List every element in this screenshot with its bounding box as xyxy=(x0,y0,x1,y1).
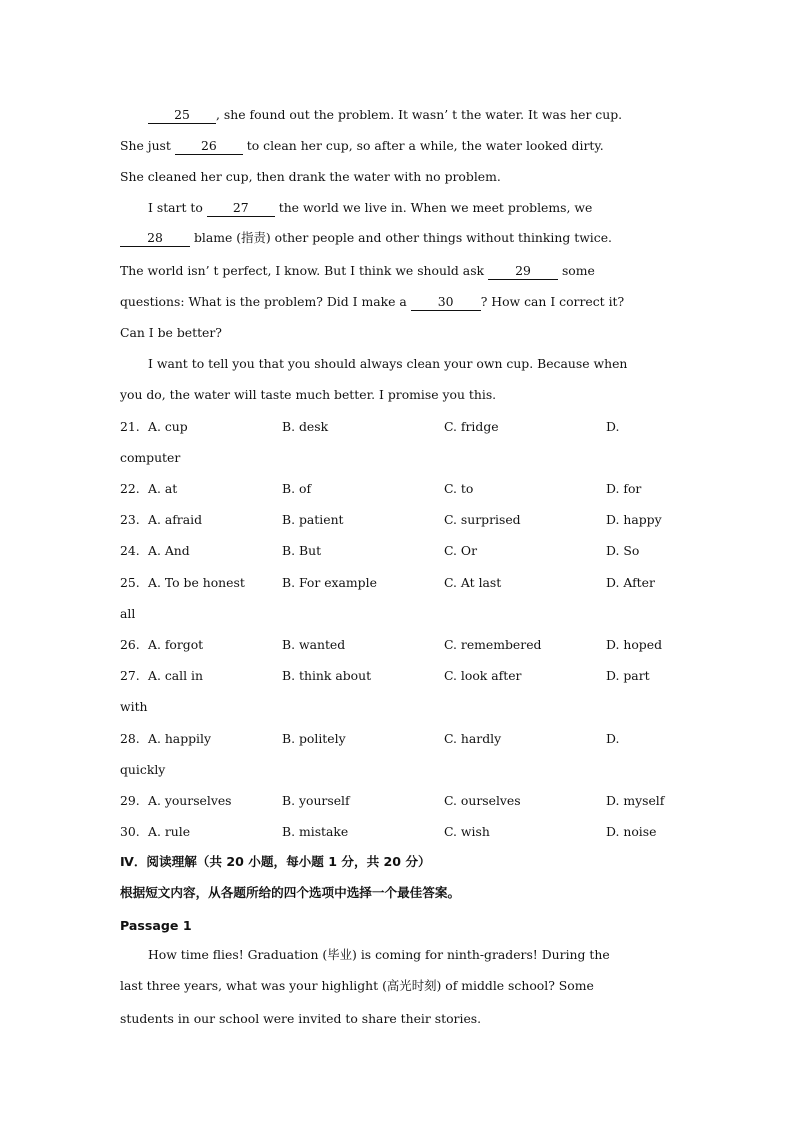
option-b: B. But xyxy=(282,543,322,558)
option-c: C. surprised xyxy=(444,512,521,527)
question-number: 26. xyxy=(120,637,140,652)
passage1-line: last three years, what was your highlight (高光时刻) of middle school? Some xyxy=(120,978,594,993)
option-d-continued: quickly xyxy=(120,762,166,777)
option-a: A. yourselves xyxy=(148,793,232,808)
passage-line: 25 , she found out the problem. It wasn’ t the water. It was her cup. xyxy=(148,107,622,124)
passage-line: questions: What is the problem? Did I make a 30 ? How can I correct it? xyxy=(120,294,625,309)
option-d: D. xyxy=(606,731,620,746)
option-d-continued: computer xyxy=(120,450,181,465)
passage-line: She just 26 to clean her cup, so after a while, the water looked dirty. xyxy=(120,138,604,153)
question-number: 30. xyxy=(120,824,140,839)
option-b: B. think about xyxy=(282,668,372,683)
question-number: 24. xyxy=(120,543,140,558)
blank-28: 28 xyxy=(120,230,190,247)
option-b: B. patient xyxy=(282,512,344,527)
option-d: D. hoped xyxy=(606,637,663,652)
passage-line: The world isn’ t perfect, I know. But I think we should ask 29 some xyxy=(120,263,595,278)
option-a: A. cup xyxy=(148,419,188,434)
question-number: 27. xyxy=(120,668,140,683)
passage-line: She cleaned her cup, then drank the water with no problem. xyxy=(120,169,501,184)
option-c: C. hardly xyxy=(444,731,502,746)
blank-29: 29 xyxy=(488,263,558,280)
option-a: A. To be honest xyxy=(148,575,245,590)
passage-line: Can I be better? xyxy=(120,325,222,340)
option-d: D. So xyxy=(606,543,640,558)
option-b: B. of xyxy=(282,481,312,496)
option-b: B. yourself xyxy=(282,793,350,808)
option-a: A. happily xyxy=(148,731,211,746)
option-b: B. politely xyxy=(282,731,346,746)
blank-30: 30 xyxy=(411,294,481,311)
option-d: D. happy xyxy=(606,512,662,527)
option-d: D. for xyxy=(606,481,642,496)
option-b: B. For example xyxy=(282,575,377,590)
passage1-line: students in our school were invited to share their stories. xyxy=(120,1011,482,1026)
option-d: D. part xyxy=(606,668,650,683)
option-a: A. afraid xyxy=(148,512,203,527)
option-d-continued: all xyxy=(120,606,136,621)
option-d: D. myself xyxy=(606,793,665,808)
question-number: 21. xyxy=(120,419,140,434)
option-c: C. Or xyxy=(444,543,477,558)
option-b: B. wanted xyxy=(282,637,346,652)
option-a: A. call in xyxy=(148,668,203,683)
option-c: C. At last xyxy=(444,575,502,590)
option-a: A. at xyxy=(148,481,178,496)
blank-27: 27 xyxy=(207,200,275,217)
option-c: C. wish xyxy=(444,824,490,839)
option-c: C. look after xyxy=(444,668,522,683)
section-instruction: 根据短文内容，从各题所给的四个选项中选择一个最佳答案。 xyxy=(120,885,461,900)
blank-25: 25 xyxy=(148,107,216,124)
option-c: C. remembered xyxy=(444,637,542,652)
question-number: 28. xyxy=(120,731,140,746)
option-d-continued: with xyxy=(120,699,148,714)
section-heading: Ⅳ．阅读理解（共 20 小题，每小题 1 分，共 20 分） xyxy=(120,854,431,869)
option-d: D. xyxy=(606,419,620,434)
option-a: A. rule xyxy=(148,824,191,839)
passage-line: you do, the water will taste much better. I promise you this. xyxy=(120,387,497,402)
question-number: 29. xyxy=(120,793,140,808)
option-a: A. forgot xyxy=(148,637,204,652)
option-a: A. And xyxy=(148,543,190,558)
passage-line: I want to tell you that you should always clean your own cup. Because when xyxy=(148,356,628,371)
passage-title: Passage 1 xyxy=(120,918,192,933)
option-c: C. to xyxy=(444,481,474,496)
option-c: C. ourselves xyxy=(444,793,521,808)
passage-line: I start to 27 the world we live in. When we meet problems, we xyxy=(148,200,593,215)
passage1-line: How time flies! Graduation (毕业) is coming for ninth-graders! During the xyxy=(148,947,610,962)
option-d: D. noise xyxy=(606,824,657,839)
option-d: D. After xyxy=(606,575,655,590)
option-b: B. mistake xyxy=(282,824,349,839)
question-number: 23. xyxy=(120,512,140,527)
option-b: B. desk xyxy=(282,419,329,434)
blank-26: 26 xyxy=(175,138,243,155)
question-number: 25. xyxy=(120,575,140,590)
passage-line: 28 blame (指责) other people and other things without thinking twice. xyxy=(120,230,612,247)
option-c: C. fridge xyxy=(444,419,499,434)
question-number: 22. xyxy=(120,481,140,496)
